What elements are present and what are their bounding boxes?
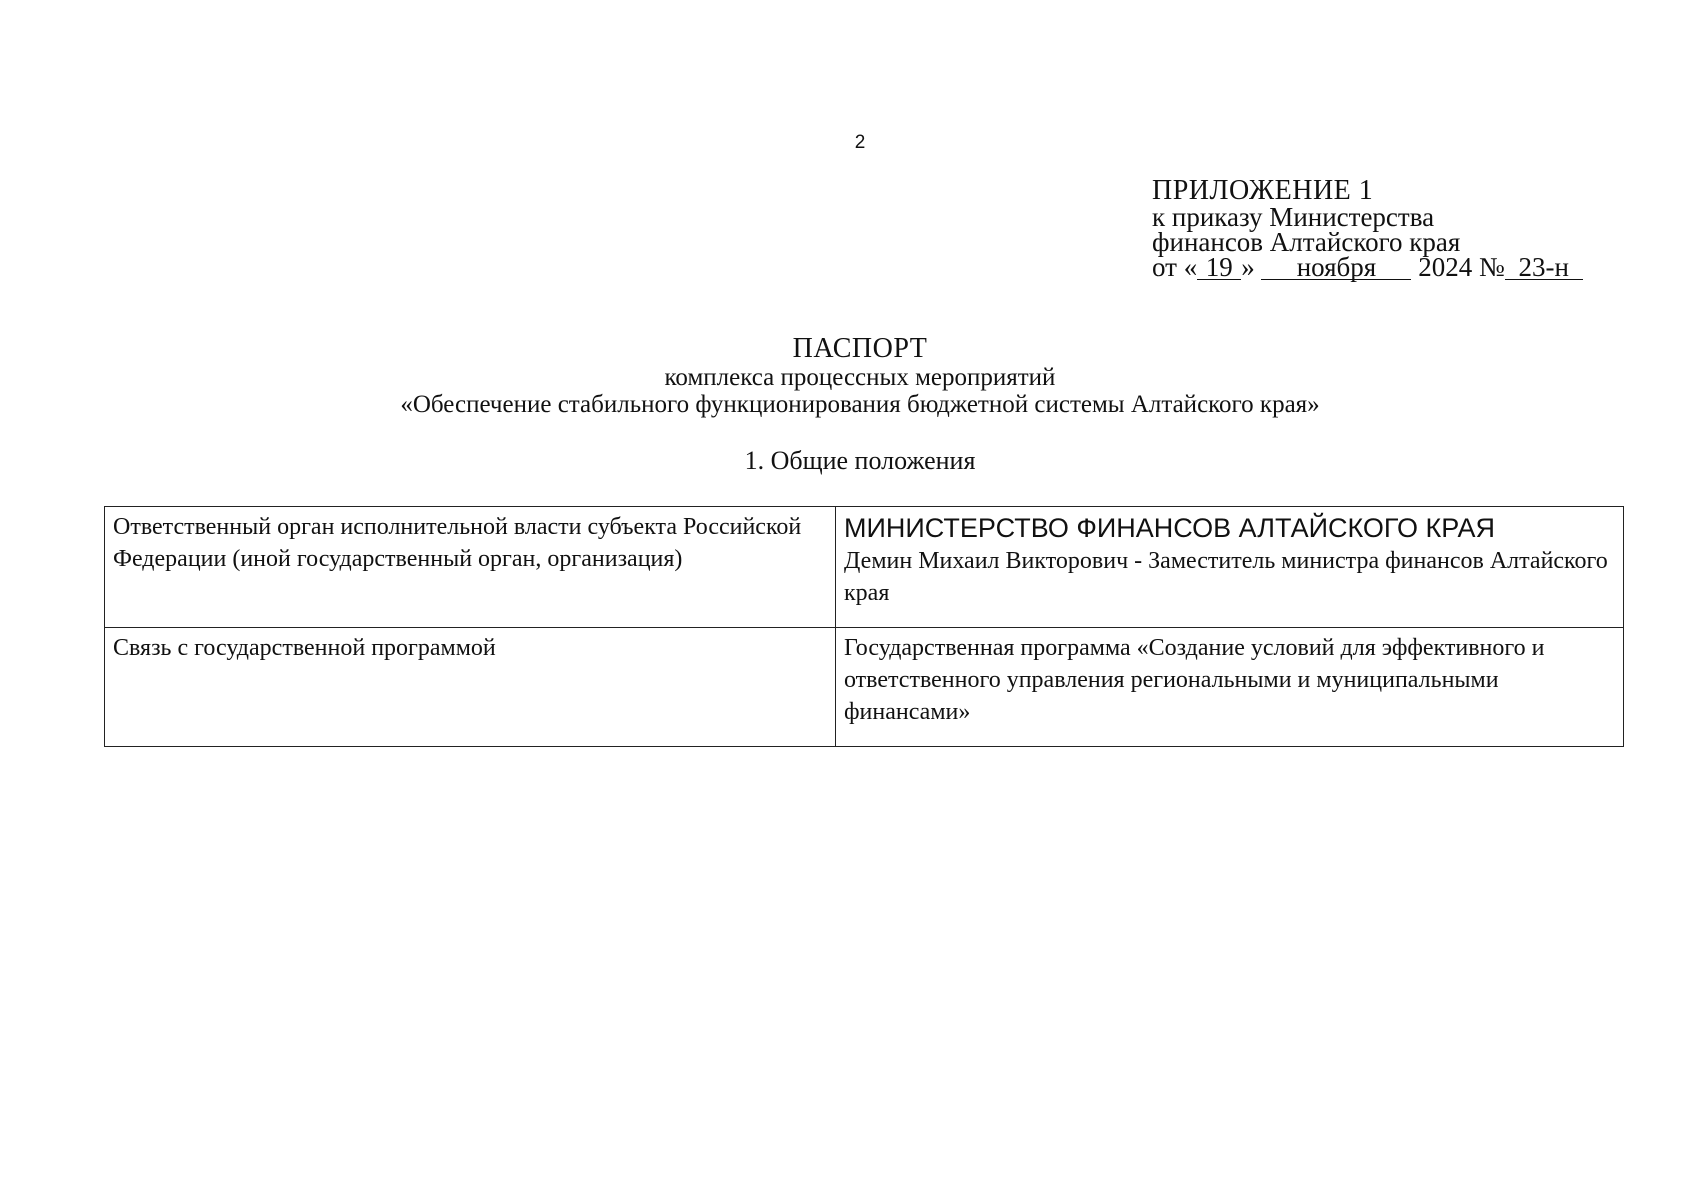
passport-name: «Обеспечение стабильного функционирования бюджетной системы Алтайского края» [400, 391, 1320, 418]
appendix-line-2: финансов Алтайского края [1152, 227, 1461, 257]
appendix-date-line [1152, 252, 1583, 282]
passport-heading: ПАСПОРТ [792, 333, 928, 364]
org-name: МИНИСТЕРСТВО ФИНАНСОВ АЛТАЙСКОГО КРАЯ [844, 513, 1495, 543]
date-day: 19 [1197, 255, 1241, 280]
table-row [105, 628, 1624, 747]
appendix-block [1152, 176, 1583, 280]
appendix-title: ПРИЛОЖЕНИЕ 1 [1152, 175, 1374, 206]
date-month: ноября [1261, 255, 1411, 280]
section-title: 1. Общие положения [744, 446, 976, 475]
table-cell-label: Связь с государственной программой [105, 628, 836, 747]
passport-header [0, 334, 1697, 418]
general-provisions-table [104, 506, 1624, 747]
responsible-person: Демин Михаил Викторович - Заместитель министра финансов Алтайского края [844, 548, 1608, 606]
table-cell-label: Ответственный орган исполнительной власти субъекта Российской Федерации (иной государственный орган, организация) [105, 507, 836, 628]
date-day-suffix: » [1241, 252, 1255, 282]
date-year: 2024 № [1418, 252, 1505, 282]
passport-subtitle: комплекса процессных мероприятий [664, 364, 1056, 391]
table-cell-value: Государственная программа «Создание условий для эффективного и ответственного управления региональными и муниципальными финансами» [836, 628, 1624, 747]
page-number: 2 [854, 132, 866, 153]
table-cell-value [836, 507, 1624, 628]
table-row [105, 507, 1624, 628]
appendix-line-1: к приказу Министерства [1152, 202, 1435, 232]
order-number: 23-н [1505, 255, 1583, 280]
date-prefix: от « [1152, 252, 1198, 282]
